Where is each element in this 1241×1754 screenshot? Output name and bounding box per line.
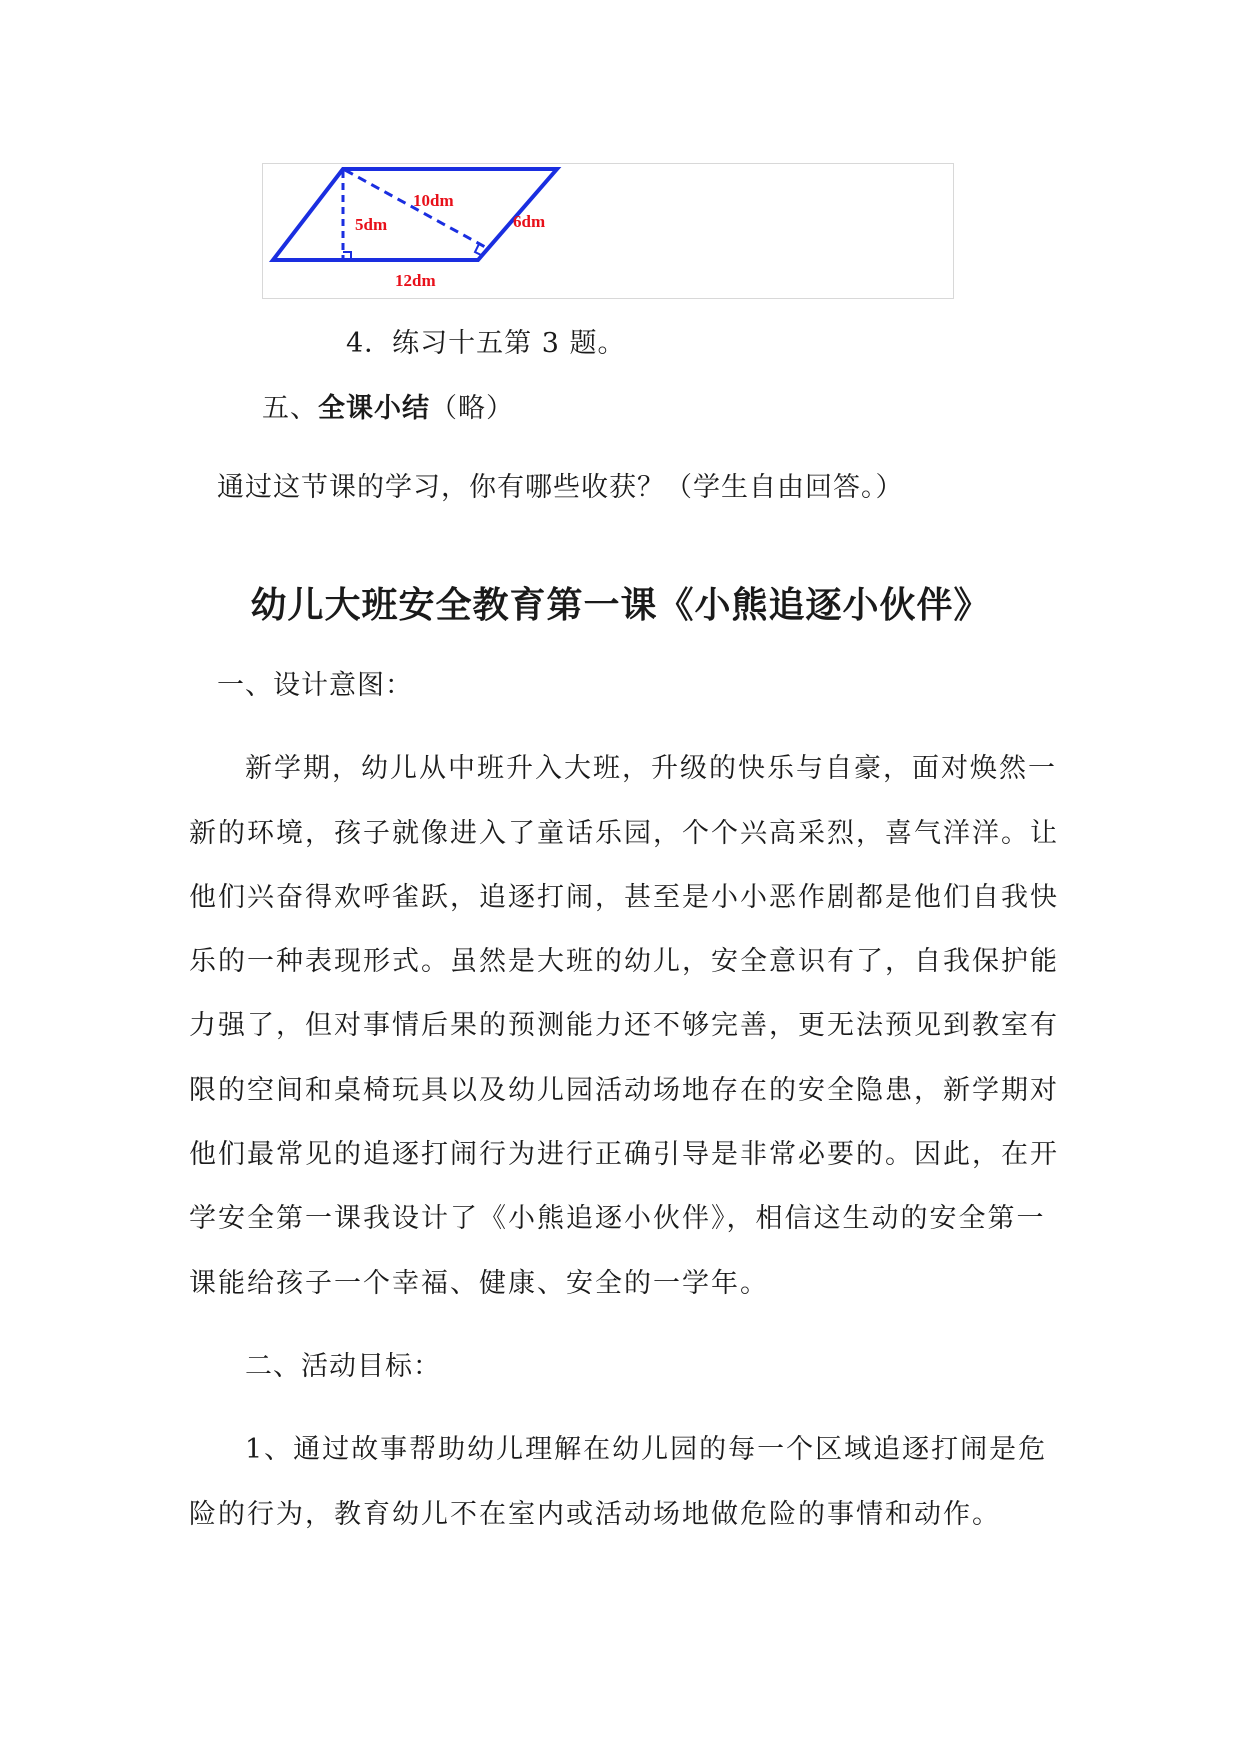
exercise-line: 4．练习十五第 3 题。 [346, 328, 626, 359]
summary-heading: 全课小结 [318, 393, 430, 424]
paragraph-line: 新学期，幼儿从中班升入大班，升级的快乐与自豪，面对焕然一 [245, 753, 1057, 784]
paragraph-line: 乐的一种表现形式。虽然是大班的幼儿，安全意识有了，自我保护能 [189, 946, 1059, 977]
section-heading: 一、设计意图： [217, 670, 413, 701]
label-diagonal: 10dm [413, 191, 454, 210]
summary-suffix: （略） [430, 393, 514, 424]
paragraph-line: 课能给孩子一个幸福、健康、安全的一学年。 [189, 1268, 769, 1299]
summary-line [262, 391, 514, 427]
paragraph-line: 限的空间和桌椅玩具以及幼儿园活动场地存在的安全隐患，新学期对 [189, 1075, 1059, 1106]
paragraph-line: 学安全第一课我设计了《小熊追逐小伙伴》，相信这生动的安全第一 [189, 1203, 1046, 1234]
paragraph-line: 力强了，但对事情后果的预测能力还不够完善，更无法预见到教室有 [189, 1010, 1059, 1041]
label-base: 12dm [395, 271, 436, 290]
paragraph-line: 1、通过故事帮助幼儿理解在幼儿园的每一个区域追逐打闹是危 [245, 1434, 1048, 1465]
parallelogram-diagram [263, 164, 955, 300]
label-height: 5dm [355, 215, 388, 234]
paragraph-line: 险的行为，教育幼儿不在室内或活动场地做危险的事情和动作。 [189, 1499, 1001, 1530]
question-line: 通过这节课的学习，你有哪些收获？（学生自由回答。） [217, 472, 904, 503]
section-heading: 二、活动目标： [245, 1351, 441, 1382]
paragraph-line: 他们兴奋得欢呼雀跃，追逐打闹，甚至是小小恶作剧都是他们自我快 [189, 882, 1059, 913]
document-title: 幼儿大班安全教育第一课《小熊追逐小伙伴》 [250, 585, 991, 626]
parallelogram-figure [262, 163, 954, 299]
label-side: 6dm [513, 212, 546, 231]
paragraph-line: 他们最常见的追逐打闹行为进行正确引导是非常必要的。因此，在开 [189, 1139, 1059, 1170]
paragraph-line: 新的环境，孩子就像进入了童话乐园，个个兴高采烈，喜气洋洋。让 [189, 818, 1059, 849]
summary-prefix: 五、 [262, 393, 318, 424]
